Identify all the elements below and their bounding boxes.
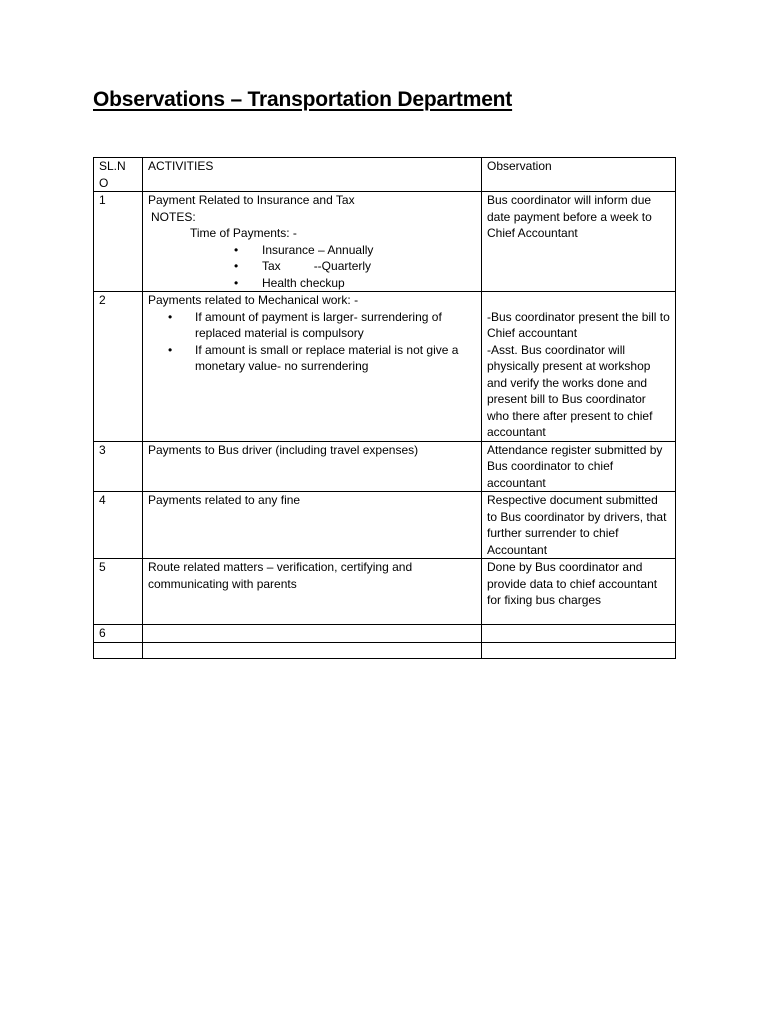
activity-title: Payment Related to Insurance and Tax — [148, 193, 355, 207]
notes-label: NOTES: — [151, 209, 196, 224]
table-row — [94, 625, 676, 643]
list-item-text: If amount is small or replace material is not give a monetary value- no surrendering — [195, 342, 459, 373]
observation-cell: Respective document submitted to Bus coordinator by drivers, that further surrender to chief Accountant — [482, 492, 676, 559]
table-row-empty — [94, 642, 676, 658]
payment-items-list — [148, 242, 476, 292]
row-number: 6 — [94, 625, 143, 643]
bullet-icon: • — [234, 259, 239, 273]
observation-cell: Attendance register submitted by Bus coordinator to chief accountant — [482, 441, 676, 492]
list-item-text: Insurance – Annually — [262, 242, 374, 257]
observation-line: -Asst. Bus coordinator will physically present at workshop and verify the works done and present bill to Bus coordinator who there after present to chief accountant — [487, 342, 653, 439]
header-observation: Observation — [482, 158, 676, 192]
row-number: 5 — [94, 559, 143, 625]
list-item-text: If amount of payment is larger- surrendering of replaced material is compulsory — [195, 309, 442, 340]
header-activities: ACTIVITIES — [143, 158, 482, 192]
activity-cell — [143, 625, 482, 643]
time-of-payments-label: Time of Payments: - — [190, 226, 297, 240]
list-item — [148, 258, 476, 275]
activity-cell: Payments related to any fine — [143, 492, 482, 559]
list-item-text: Health checkup — [262, 275, 345, 290]
page-title: Observations – Transportation Department — [93, 88, 513, 111]
row-number: 2 — [94, 292, 143, 442]
table-row — [94, 559, 676, 625]
observations-table — [93, 157, 676, 659]
list-item-period: --Quarterly — [313, 259, 372, 273]
table-row — [94, 192, 676, 292]
bullet-icon: • — [234, 275, 239, 290]
empty-cell — [143, 642, 482, 658]
observation-cell: Bus coordinator will inform due date payment before a week to Chief Accountant — [482, 192, 676, 292]
activity-cell: Route related matters – verification, certifying and communicating with parents — [143, 559, 482, 625]
list-item-text: Tax — [262, 259, 281, 273]
row-number: 4 — [94, 492, 143, 559]
mechanical-items-list — [148, 309, 476, 375]
list-item — [148, 309, 476, 342]
observation-cell — [482, 625, 676, 643]
row-number: 1 — [94, 192, 143, 292]
activity-cell — [143, 192, 482, 292]
bullet-icon: • — [234, 242, 239, 257]
list-item — [148, 242, 476, 259]
list-item — [148, 342, 476, 375]
table-header-row — [94, 158, 676, 192]
row-number: 3 — [94, 441, 143, 492]
table-row — [94, 441, 676, 492]
bullet-icon: • — [168, 309, 173, 324]
observation-cell — [482, 292, 676, 442]
bullet-icon: • — [168, 342, 173, 357]
table-row — [94, 492, 676, 559]
activity-cell — [143, 292, 482, 442]
table-row — [94, 292, 676, 442]
activity-cell: Payments to Bus driver (including travel expenses) — [143, 441, 482, 492]
observation-line: -Bus coordinator present the bill to Chief accountant — [487, 309, 670, 340]
list-item — [148, 275, 476, 292]
header-slno: SL.N O — [94, 158, 143, 192]
activity-title: Payments related to Mechanical work: - — [148, 293, 359, 307]
empty-cell — [482, 642, 676, 658]
empty-cell — [94, 642, 143, 658]
observation-cell: Done by Bus coordinator and provide data to chief accountant for fixing bus charges — [482, 559, 676, 625]
